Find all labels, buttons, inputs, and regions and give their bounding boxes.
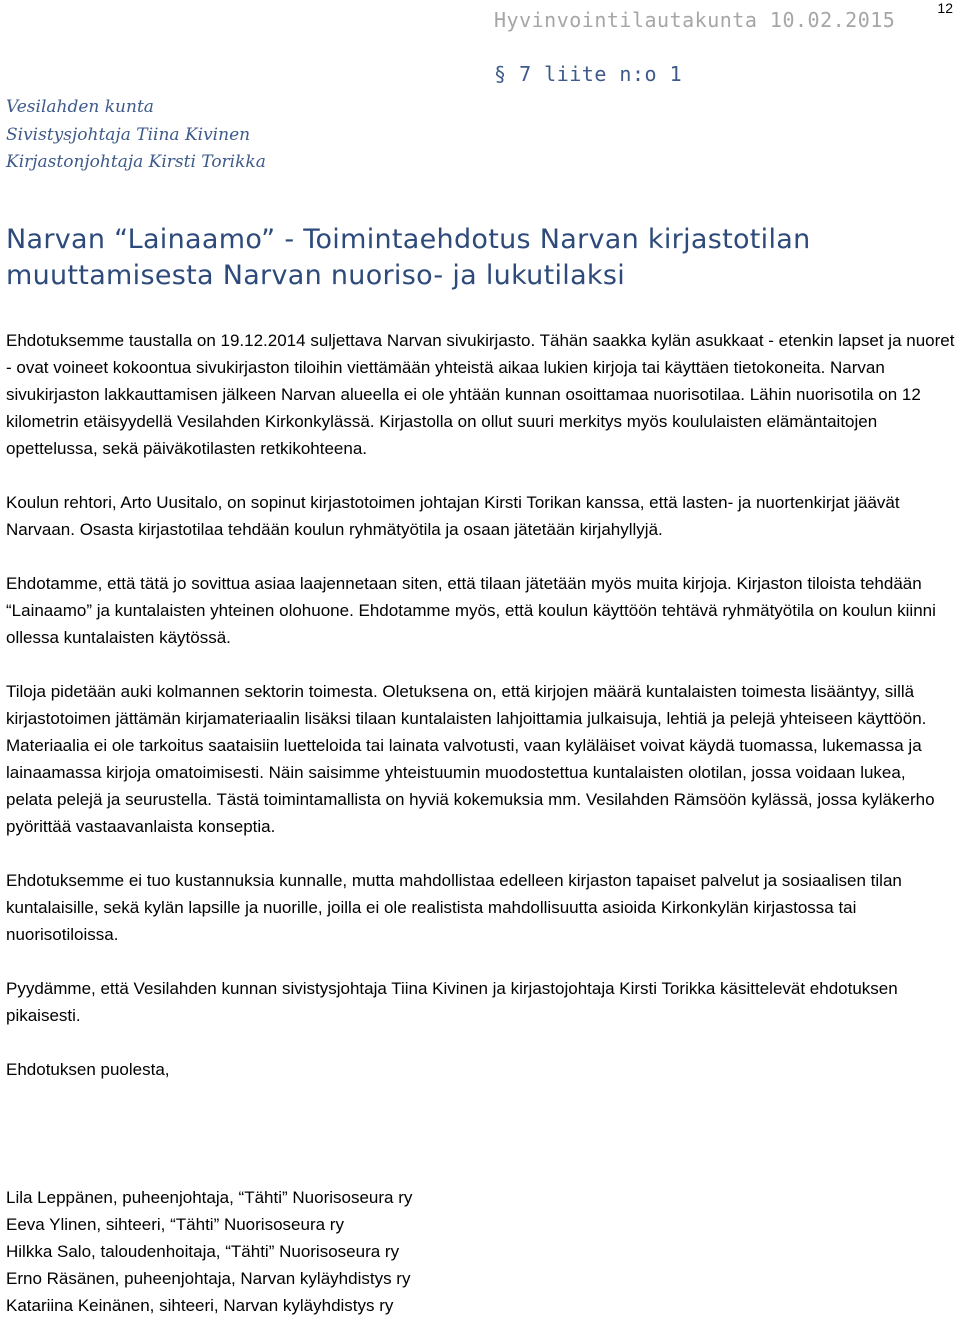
paragraph-agreement: Koulun rehtori, Arto Uusitalo, on sopinut kirjastotoimen johtajan Kirsti Torikan kanssa, että lasten- ja nuortenkirjat jäävät Narvaan. Osasta kirjastotilaa tehdään koulun ryhmätyötila ja osaan jätetään kirjahyllyjä. — [6, 493, 900, 539]
document-title: Narvan “Lainaamo” - Toimintaehdotus Narvan kirjastotilan muuttamisesta Narvan nuoriso- ja lukutilaksi — [6, 224, 811, 291]
paragraph-request: Pyydämme, että Vesilahden kunnan sivistysjohtaja Tiina Kivinen ja kirjastojohtaja Kirsti Torikka käsittelevät ehdotuksen pikaisesti. — [6, 979, 898, 1025]
paragraph-proposal: Ehdotamme, että tätä jo sovittua asiaa laajennetaan siten, että tilaan jätetään myös muita kirjoja. Kirjaston tiloista tehdään “Lainaamo” ja kuntalaisten yhteinen olohuone. Ehdotamme myös, että koulun käyttöön tehtävä ryhmätyötila on koulun kiinni ollessa kuntalaisten käytössä. — [6, 574, 936, 647]
signatory: Katariina Keinänen, sihteeri, Narvan kyläyhdistys ry — [6, 1296, 394, 1315]
sender-block — [6, 94, 266, 177]
document-body — [6, 327, 956, 1110]
meeting-header: Hyvinvointilautakunta 10.02.2015 — [494, 8, 896, 32]
section-sign-icon: § — [494, 62, 507, 86]
attachment-text: 7 liite n:o 1 — [519, 62, 683, 86]
page-number: 12 — [937, 0, 953, 16]
attachment-label — [494, 62, 682, 86]
signatory: Eeva Ylinen, sihteeri, “Tähti” Nuorisoseura ry — [6, 1215, 344, 1234]
signatory: Hilkka Salo, taloudenhoitaja, “Tähti” Nuorisoseura ry — [6, 1242, 400, 1261]
sender-director: Sivistysjohtaja Tiina Kivinen — [6, 124, 251, 145]
signatories-list — [6, 1184, 412, 1319]
paragraph-operation: Tiloja pidetään auki kolmannen sektorin toimesta. Oletuksena on, että kirjojen määrä kuntalaisten toimesta lisääntyy, sillä kirjastotoimen jättämän kirjamateriaalin lisäksi tilaan kuntalaisten lahjoittamia julkaisuja, lehtiä ja pelejä yhteiseen käyttöön. Materiaalia ei ole tarkoitus saataisiin luetteloida tai lainata valvotusti, vaan kyläläiset voivat käydä tuomassa, lukemassa ja lainaamassa kirjoja omatoimisesti. Näin saisimme yhteistuumin muodostettua kuntalaisten olotilan, jossa voidaan lukea, pelata pelejä ja seurustella. Tästä toimintamallista on hyviä kokemuksia mm. Vesilahden Rämsöön kylässä, jossa kyläkerho pyörittää vastaavanlaista konseptia. — [6, 682, 935, 836]
paragraph-costs: Ehdotuksemme ei tuo kustannuksia kunnalle, mutta mahdollistaa edelleen kirjaston tapaiset palvelut ja sosiaalisen tilan kuntalaisille, sekä kylän lapsille ja nuorille, joilla ei ole realistista mahdollisuutta asioida Kirkonkylän kirjastossa tai nuorisotiloissa. — [6, 871, 902, 944]
signatory: Erno Räsänen, puheenjohtaja, Narvan kyläyhdistys ry — [6, 1269, 411, 1288]
paragraph-background: Ehdotuksemme taustalla on 19.12.2014 suljettava Narvan sivukirjasto. Tähän saakka kylän asukkaat - etenkin lapset ja nuoret - ovat voineet kokoontua sivukirjaston tiloihin viettämään yhteistä aikaa lukien kirjoja tai käyttäen tietokoneita. Narvan sivukirjaston lakkauttamisen jälkeen Narvan alueella ei ole yhtään kunnan osoittamaa nuorisotilaa. Lähin nuorisotila on 12 kilometrin etäisyydellä Vesilahden Kirkonkylässä. Kirjastolla on ollut suuri merkitys myös koululaisten elämäntaitojen opettelussa, sekä päiväkotilasten retkikohteena. — [6, 331, 955, 458]
signatory: Lila Leppänen, puheenjohtaja, “Tähti” Nuorisoseura ry — [6, 1188, 413, 1207]
sender-librarian: Kirjastonjohtaja Kirsti Torikka — [6, 152, 266, 172]
sender-municipality: Vesilahden kunta — [6, 97, 154, 117]
paragraph-closing: Ehdotuksen puolesta, — [6, 1060, 170, 1079]
